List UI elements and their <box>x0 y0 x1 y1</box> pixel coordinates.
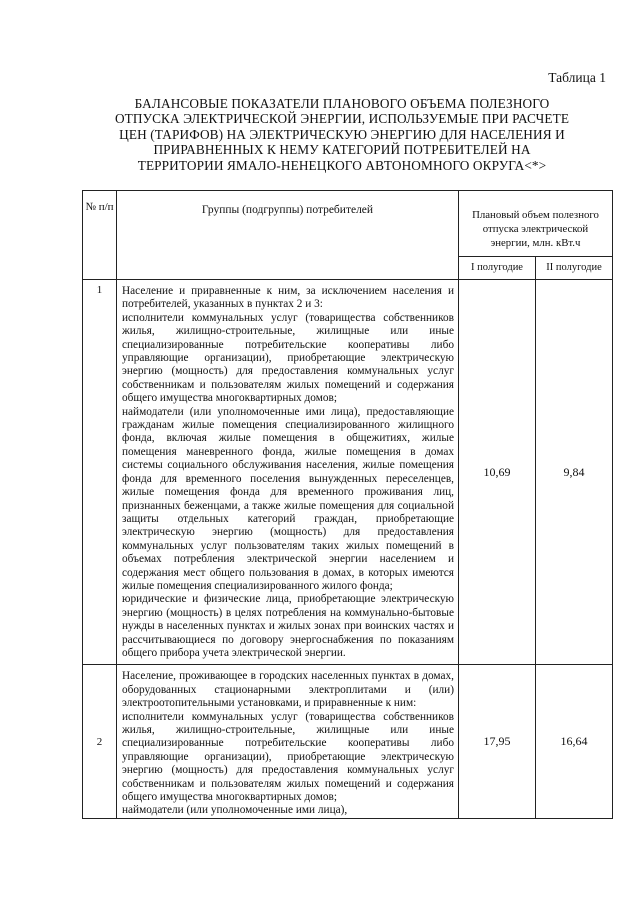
paragraph: исполнители коммунальных услуг (товарищества собственников жилья, жилищно-строительные, жилищные или иные специализированные потребительские кооперативы либо управляющие организации), приобретающие электрическую энергию (мощность) для предоставления коммунальных услуг собственникам и пользователям жилых помещений и содержания общего имущества многоквартирных домов; <box>122 311 454 405</box>
document-title: БАЛАНСОВЫЕ ПОКАЗАТЕЛИ ПЛАНОВОГО ОБЪЕМА ПОЛЕЗНОГО ОТПУСКА ЭЛЕКТРИЧЕСКОЙ ЭНЕРГИИ, ИСПОЛЬЗУЕМЫЕ ПРИ РАСЧЕТЕ ЦЕН (ТАРИФОВ) НА ЭЛЕКТРИЧЕСКУЮ ЭНЕРГИЮ ДЛЯ НАСЕЛЕНИЯ И ПРИРАВНЕННЫХ К НЕМУ КАТЕГОРИЙ ПОТРЕБИТЕЛЕЙ НА ТЕРРИТОРИИ ЯМАЛО-НЕНЕЦКОГО АВТОНОМНОГО ОКРУГА<*> <box>114 96 570 173</box>
value-half2: 16,64 <box>536 665 613 818</box>
header-half1: I полугодие <box>459 257 536 280</box>
paragraph: Население и приравненные к ним, за исключением населения и потребителей, указанных в пунктах 2 и 3: <box>122 285 454 311</box>
header-num: № п/п <box>83 191 117 280</box>
paragraph: исполнители коммунальных услуг (товарищества собственников жилья, жилищно-строительные, жилищные или иные специализированные потребительские кооперативы либо управляющие организации), приобретающие электрическую энергию (мощность) для предоставления коммунальных услуг собственникам и пользователям жилых помещений и содержания общего имущества многоквартирных домов; <box>122 710 454 804</box>
table-label: Таблица 1 <box>548 70 606 85</box>
value-half1: 17,95 <box>459 665 536 818</box>
table-row <box>83 665 613 818</box>
table-row <box>83 280 613 665</box>
paragraph: Население, проживающее в городских населенных пунктах в домах, оборудованных стационарными электроплитами и (или) электроотопительными установками, и приравненные к ним: <box>122 670 454 710</box>
balance-table <box>82 190 613 819</box>
header-row <box>83 191 613 257</box>
group-description <box>117 665 459 818</box>
paragraph: юридические и физические лица, приобретающие электрическую энергию (мощность) в целях потребления на коммунально-бытовые нужды в населенных пунктах и жилых зонах при воинских частях и рассчитывающиеся по договору энергоснабжения по показаниям общего прибора учета электрической энергии. <box>122 593 454 659</box>
paragraph: наймодатели (или уполномоченные ими лица), <box>122 804 348 817</box>
value-half2: 9,84 <box>536 280 613 665</box>
row-number: 1 <box>83 280 117 665</box>
group-description <box>117 280 459 665</box>
value-half1: 10,69 <box>459 280 536 665</box>
header-half2: II полугодие <box>536 257 613 280</box>
row-number: 2 <box>83 665 117 818</box>
header-groups: Группы (подгруппы) потребителей <box>117 191 459 280</box>
header-plan: Плановый объем полезного отпуска электрической энергии, млн. кВт.ч <box>459 191 613 257</box>
paragraph: наймодатели (или уполномоченные ими лица), предоставляющие гражданам жилые помещения специализированного жилищного фонда, включая жилые помещения в общежитиях, жилые помещения маневренного фонда, жилые помещения в домах системы социального обслуживания населения, жилые помещения фонда для временного поселения вынужденных переселенцев, жилые помещения фонда для временного проживания лиц, признанных беженцами, а также жилые помещения для социальной защиты отдельных категорий граждан, приобретающие электрическую энергию (мощность) для предоставления коммунальных услуг пользователям таких жилых помещений в объемах потребления электрической энергии населением и содержания мест общего пользования в домах, в которых имеются жилые помещения специализированного жилого фонда; <box>122 405 454 592</box>
